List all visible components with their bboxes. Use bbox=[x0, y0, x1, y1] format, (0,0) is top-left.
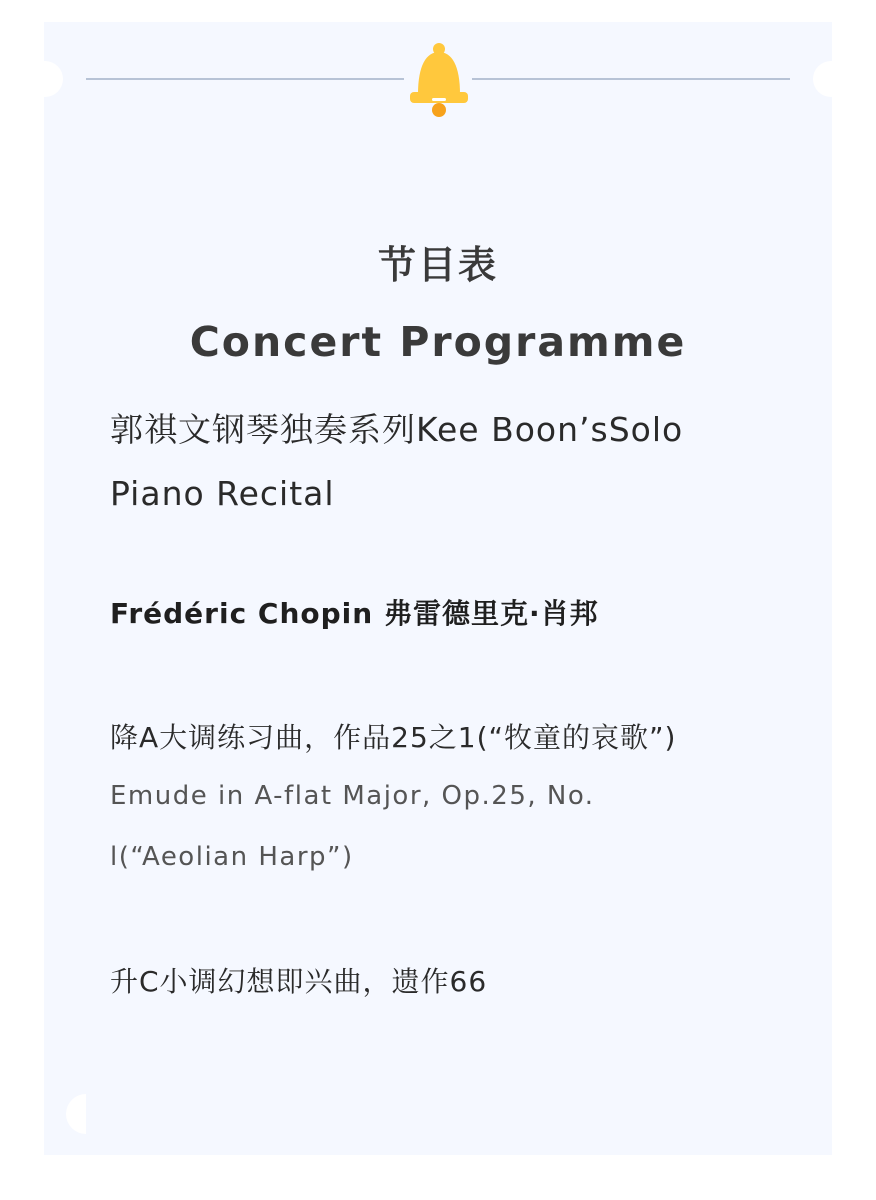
bell-icon bbox=[404, 40, 474, 118]
recital-series-title: 郭祺文钢琴独奏系列Kee Boon’sSolo Piano Recital bbox=[110, 410, 684, 513]
piece-1-title-cn: 降A大调练习曲，作品25之1(“牧童的哀歌”) bbox=[110, 721, 677, 754]
programme-title-cn: 节目表 bbox=[377, 243, 498, 287]
piece-1-title-en: Emude in A-flat Major, Op.25, No. l(“Aeolian Harp”) bbox=[110, 781, 595, 872]
divider-right bbox=[472, 78, 790, 80]
programme-title-en: Concert Programme bbox=[189, 318, 687, 366]
divider-left bbox=[86, 78, 404, 80]
piece-2-title-cn: 升C小调幻想即兴曲，遗作66 bbox=[110, 965, 488, 998]
ticket-notch-right bbox=[813, 61, 849, 97]
content-cutoff bbox=[44, 1030, 832, 1155]
ticket-notch-left bbox=[27, 61, 63, 97]
composer-name: Frédéric Chopin 弗雷德里克·肖邦 bbox=[110, 597, 599, 630]
